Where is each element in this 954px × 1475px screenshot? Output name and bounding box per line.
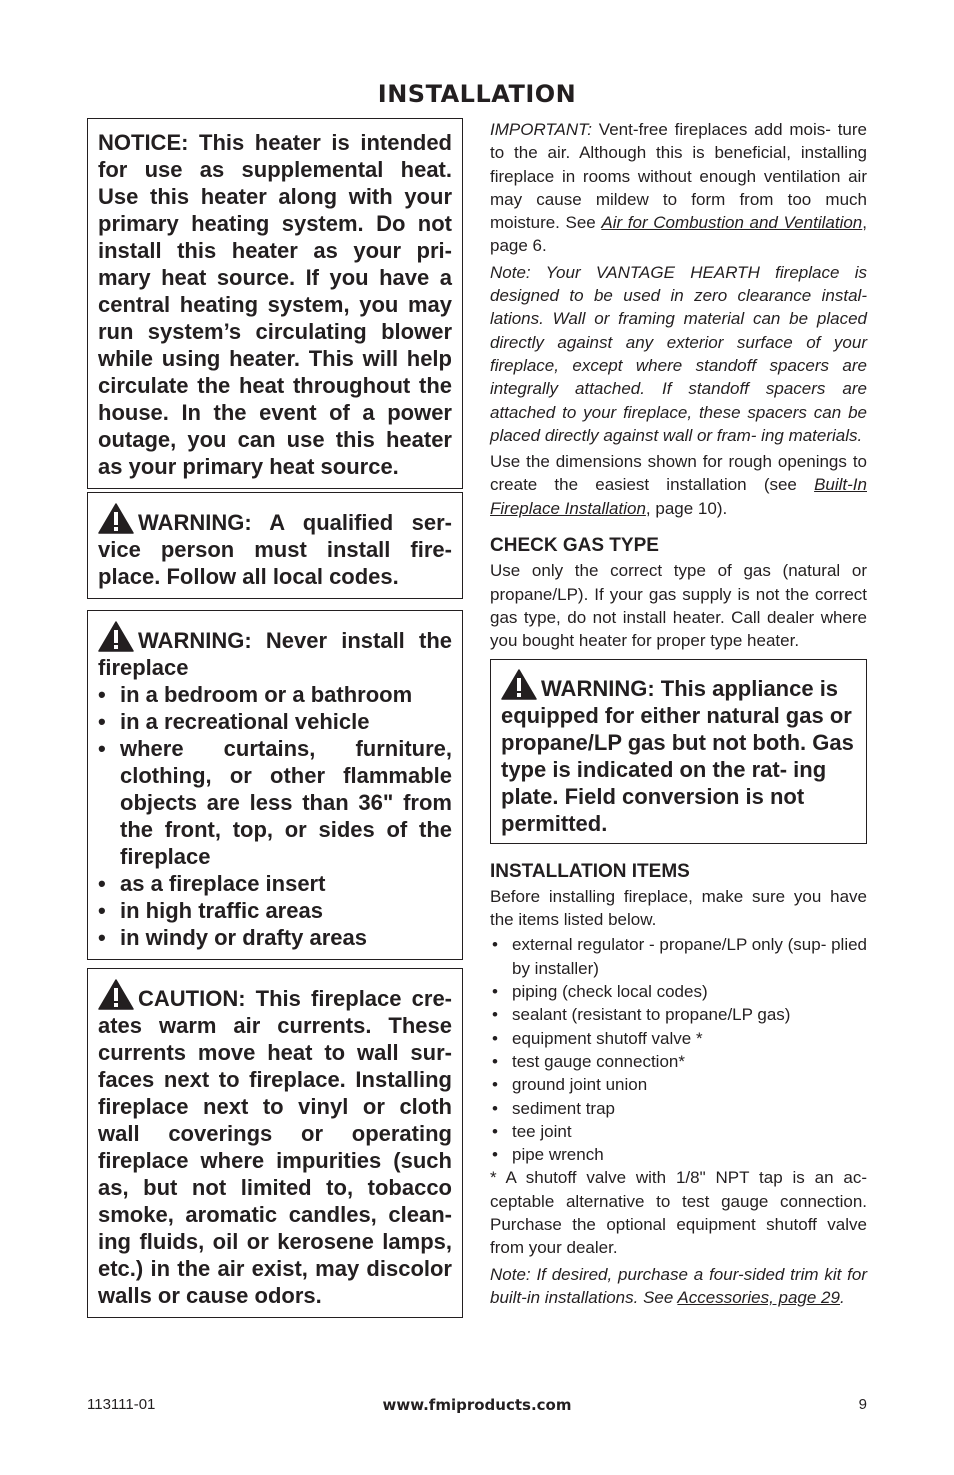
built-in-installation-link[interactable]: Built-In Fireplace Installation bbox=[490, 475, 867, 518]
note-trim-after: . bbox=[839, 1287, 845, 1307]
note-trim-paragraph bbox=[490, 1263, 867, 1310]
list-item: • in a bedroom or a bathroom bbox=[98, 681, 452, 708]
page-number: 9 bbox=[858, 1396, 867, 1413]
warning-never-list bbox=[98, 681, 452, 951]
air-combustion-link[interactable]: Air for Combustion and Ventilation bbox=[601, 213, 863, 233]
important-paragraph bbox=[490, 118, 867, 258]
page-title: INSTALLATION bbox=[377, 80, 577, 108]
important-after: , page 6. bbox=[490, 213, 867, 256]
warning-never-heading: WARNING: Never install the fireplace bbox=[98, 628, 452, 680]
list-item: • ground joint union bbox=[490, 1073, 867, 1096]
list-item: • sealant (resistant to propane/LP gas) bbox=[490, 1003, 867, 1026]
warning-gas-text: WARNING: This appliance is equipped for either natural gas or propane/LP gas but not both. Gas type is indicated on the rat- ing plate. Field conversion is not permitted. bbox=[501, 675, 854, 836]
note-trim-text: Note: If desired, purchase a four-sided trim kit for built-in installations. See bbox=[490, 1264, 867, 1307]
notice-box bbox=[87, 118, 463, 489]
list-item: • sediment trap bbox=[490, 1097, 867, 1120]
installation-items-intro: Before installing fireplace, make sure you have the items listed below. bbox=[490, 886, 867, 930]
list-item: • as a fireplace insert bbox=[98, 870, 452, 897]
list-item: • external regulator - propane/LP only (sup- plied by installer) bbox=[490, 933, 867, 980]
installation-footnote: * A shutoff valve with 1/8" NPT tap is an ac- ceptable alternative to test gauge connection. Purchase the optional equipment shutoff valve from your dealer. bbox=[490, 1168, 867, 1258]
caution-text: CAUTION: This fireplace cre- ates warm air currents. These currents move heat to wall sur- faces next to fireplace. Installing fireplace next to vinyl or cloth wall coverings or operating fireplace where impurities (such as, but not limited to, tobacco smoke, aromatic candles, clean- ing fluids, oil or kerosene lamps, etc.) in the air exist, may discolor walls or cause odors. bbox=[98, 986, 452, 1308]
list-item: • piping (check local codes) bbox=[490, 980, 867, 1003]
rough-openings-text: Use the dimensions shown for rough openings to create the easiest installation (see bbox=[490, 452, 867, 495]
check-gas-text: Use only the correct type of gas (natural or propane/LP). If your gas supply is not the correct gas type, do not install heater. Call dealer where you bought heater for proper type heater. bbox=[490, 561, 867, 651]
warning-triangle-icon bbox=[98, 621, 134, 652]
list-item: • tee joint bbox=[490, 1120, 867, 1143]
website-link[interactable]: www.fmiproducts.com bbox=[382, 1396, 572, 1414]
warning-qualified-box bbox=[87, 492, 463, 599]
warning-triangle-icon bbox=[501, 669, 537, 700]
list-item: • where curtains, furniture, clothing, or other flammable objects are less than 36" from the front, top, or sides of the fireplace bbox=[98, 735, 452, 870]
list-item: • test gauge connection* bbox=[490, 1050, 867, 1073]
warning-gas-box bbox=[490, 659, 867, 844]
list-item: • pipe wrench bbox=[490, 1143, 867, 1166]
warning-triangle-icon bbox=[98, 503, 134, 534]
rough-openings-after: , page 10). bbox=[645, 498, 728, 518]
check-gas-heading: CHECK GAS TYPE bbox=[490, 535, 659, 557]
warning-qualified-text: WARNING: A qualified ser- vice person must install fire- place. Follow all local codes. bbox=[98, 510, 452, 589]
installation-items-list bbox=[490, 933, 867, 1166]
important-text: Vent-free fireplaces add mois- ture to the air. Although this is beneficial, installing fireplace in rooms without enough ventilation air may cause mildew to form from too much moisture. See bbox=[490, 120, 867, 233]
installation-items-heading: INSTALLATION ITEMS bbox=[490, 860, 690, 882]
rough-openings-paragraph bbox=[490, 450, 867, 520]
caution-box bbox=[87, 968, 463, 1318]
list-item: • equipment shutoff valve * bbox=[490, 1027, 867, 1050]
part-number: 113111-01 bbox=[87, 1396, 156, 1413]
important-label: IMPORTANT: bbox=[490, 120, 592, 139]
note-vantage: Note: Your VANTAGE HEARTH fireplace is designed to be used in zero clearance instal- lations. Wall or framing material can be placed directly against any exterior surface of your fireplace, except where standoff spacers are integrally attached. If standoff spacers are attached to your fireplace, these spacers can be placed directly against wall or fram- ing materials. bbox=[490, 262, 867, 445]
warning-never-install-box bbox=[87, 610, 463, 960]
right-column bbox=[490, 118, 867, 1309]
accessories-link[interactable]: Accessories, page 29 bbox=[677, 1287, 840, 1307]
list-item: • in high traffic areas bbox=[98, 897, 452, 924]
warning-triangle-icon bbox=[98, 979, 134, 1010]
list-item: • in a recreational vehicle bbox=[98, 708, 452, 735]
list-item: • in windy or drafty areas bbox=[98, 924, 452, 951]
notice-text: NOTICE: This heater is intended for use as supplemental heat. Use this heater along with your primary heating system. Do not install this heater as your pri- mary heat source. If you have a central heating system, you may run system’s circulating blower while using heater. This will help circulate the heat throughout the house. In the event of a power outage, you can use this heater as your primary heat source. bbox=[98, 130, 452, 479]
